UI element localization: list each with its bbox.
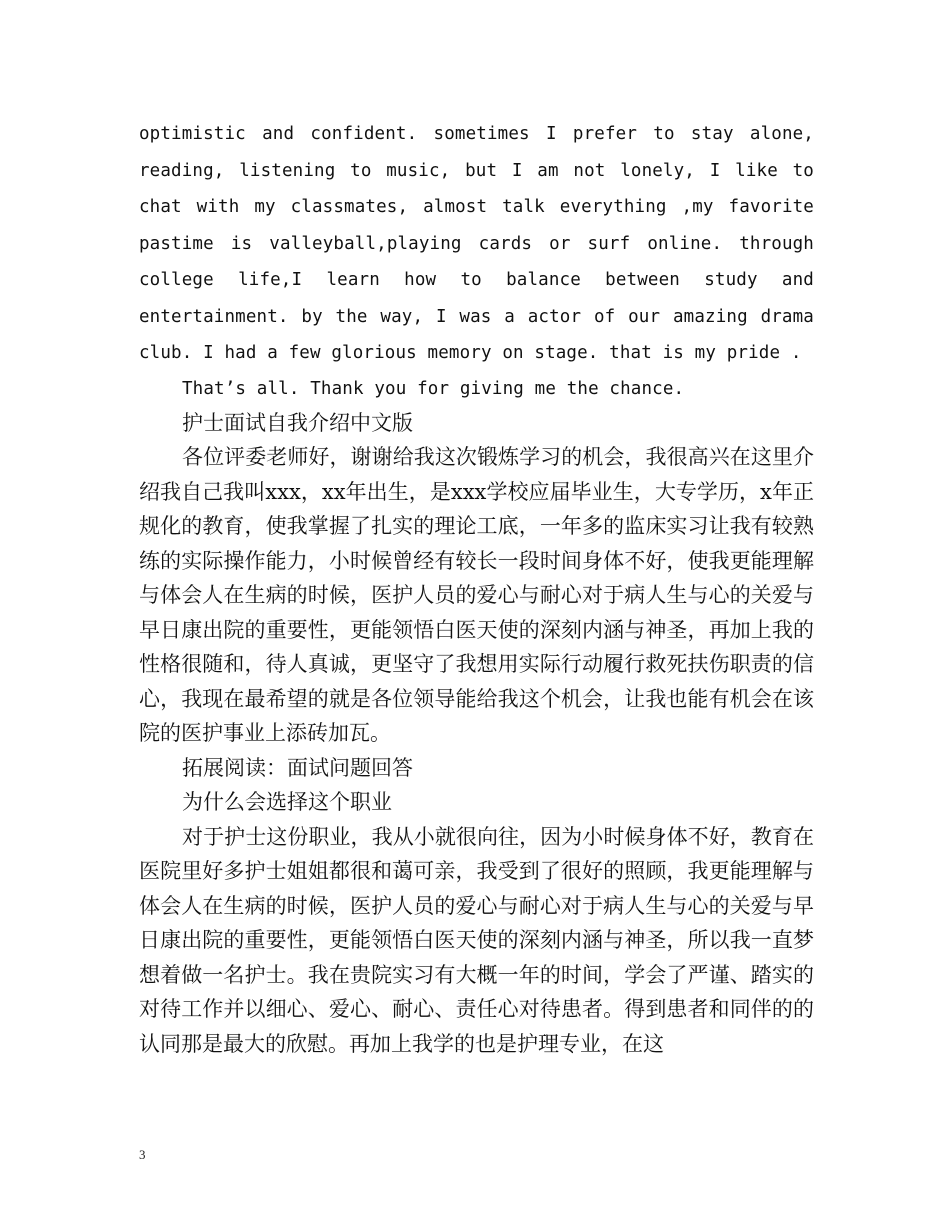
section-heading-chinese-version: 护士面试自我介绍中文版: [182, 410, 413, 435]
english-closing-line: That’s all. Thank you for giving me the chance.: [182, 378, 685, 399]
page-content: [139, 116, 814, 1061]
page-number: 3: [139, 1147, 146, 1162]
question-heading: 为什么会选择这个职业: [182, 790, 392, 814]
chinese-intro-paragraph: 各位评委老师好，谢谢给我这次锻炼学习的机会，我很高兴在这里介绍我自己我叫xxx，xx年出生，是xxx学校应届毕业生，大专学历，x年正规化的教育，使我掌握了扎实的理论工底，一年多的监床实习让我有较熟练的实际操作能力，小时候曾经有较长一段时间身体不好，使我更能理解与体会人在生病的时候，医护人员的爱心与耐心对于病人生与心的关爱与早日康出院的重要性，更能领悟白医天使的深刻内涵与神圣，再加上我的性格很随和，待人真诚，更坚守了我想用实际行动履行救死扶伤职责的信心，我现在最希望的就是各位领导能给我这个机会，让我也能有机会在该院的医护事业上添砖加瓦。: [139, 445, 814, 745]
section-heading-extended-reading: 拓展阅读：面试问题回答: [182, 755, 413, 780]
english-paragraph: optimistic and confident. sometimes I prefer to stay alone, reading, listening to music, but I am not lonely, I like to chat with my classmates, almost talk everything ,my favorite pastime is valleyball,playing cards or surf online. through college life,I learn how to balance between study and entertainment. by the way, I was a actor of our amazing drama club. I had a few glorious memory on stage. that is my pride .: [139, 124, 814, 363]
answer-paragraph: 对于护士这份职业，我从小就很向往，因为小时候身体不好，教育在医院里好多护士姐姐都很和蔼可亲，我受到了很好的照顾，我更能理解与体会人在生病的时候，医护人员的爱心与耐心对于病人生与心的关爱与早日康出院的重要性，更能领悟白医天使的深刻内涵与神圣，所以我一直梦想着做一名护士。我在贵院实习有大概一年的时间，学会了严谨、踏实的对待工作并以细心、爱心、耐心、责任心对待患者。得到患者和同伴的的认同那是最大的欣慰。再加上我学的也是护理专业，在这: [139, 824, 814, 1056]
